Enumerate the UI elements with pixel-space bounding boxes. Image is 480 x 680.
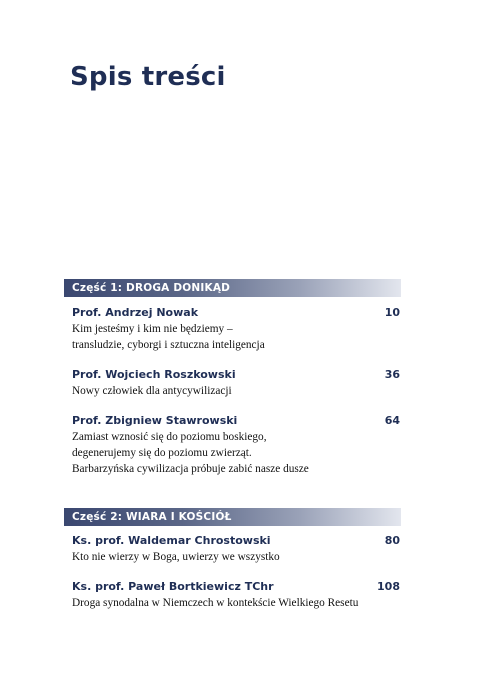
entry-description — [72, 429, 400, 477]
entry-page-number: 80 — [384, 534, 400, 547]
entry-page-number: 36 — [384, 368, 400, 381]
entry-description — [72, 549, 400, 565]
part-header-1: Część 1: DROGA DONIKĄD — [64, 279, 401, 297]
toc-entry[interactable] — [72, 306, 400, 353]
toc-entry[interactable] — [72, 368, 400, 399]
entry-page-number: 64 — [384, 414, 400, 427]
entry-description-line: Nowy człowiek dla antycywilizacji — [72, 385, 232, 397]
entry-description-line: Zamiast wznosić się do poziomu boskiego, — [72, 431, 267, 443]
toc-entry[interactable] — [72, 580, 400, 611]
page-title: Spis treści — [70, 62, 226, 92]
entry-description — [72, 595, 400, 611]
entry-author: Ks. prof. Paweł Bortkiewicz TChr — [72, 580, 274, 593]
entry-author: Prof. Andrzej Nowak — [72, 306, 199, 319]
entry-author: Prof. Wojciech Roszkowski — [72, 368, 236, 381]
entry-description-line: Droga synodalna w Niemczech w kontekście Wielkiego Resetu — [72, 597, 359, 609]
entry-description-line: transludzie, cyborgi i sztuczna inteligencja — [72, 339, 265, 351]
entry-description — [72, 383, 400, 399]
entry-author: Ks. prof. Waldemar Chrostowski — [72, 534, 271, 547]
entry-description — [72, 321, 400, 353]
entry-description-line: Kim jesteśmy i kim nie będziemy – — [72, 323, 233, 335]
entry-description-line: Kto nie wierzy w Boga, uwierzy we wszystko — [72, 551, 280, 563]
entry-page-number: 10 — [384, 306, 400, 319]
entry-description-line: Barbarzyńska cywilizacja próbuje zabić nasze dusze — [72, 463, 309, 475]
entry-description-line: degenerujemy się do poziomu zwierząt. — [72, 447, 252, 459]
toc-entry[interactable] — [72, 414, 400, 477]
entry-author: Prof. Zbigniew Stawrowski — [72, 414, 238, 427]
entry-page-number: 108 — [377, 580, 400, 593]
part-header-2: Część 2: WIARA I KOŚCIÓŁ — [64, 508, 401, 526]
toc-entry[interactable] — [72, 534, 400, 565]
